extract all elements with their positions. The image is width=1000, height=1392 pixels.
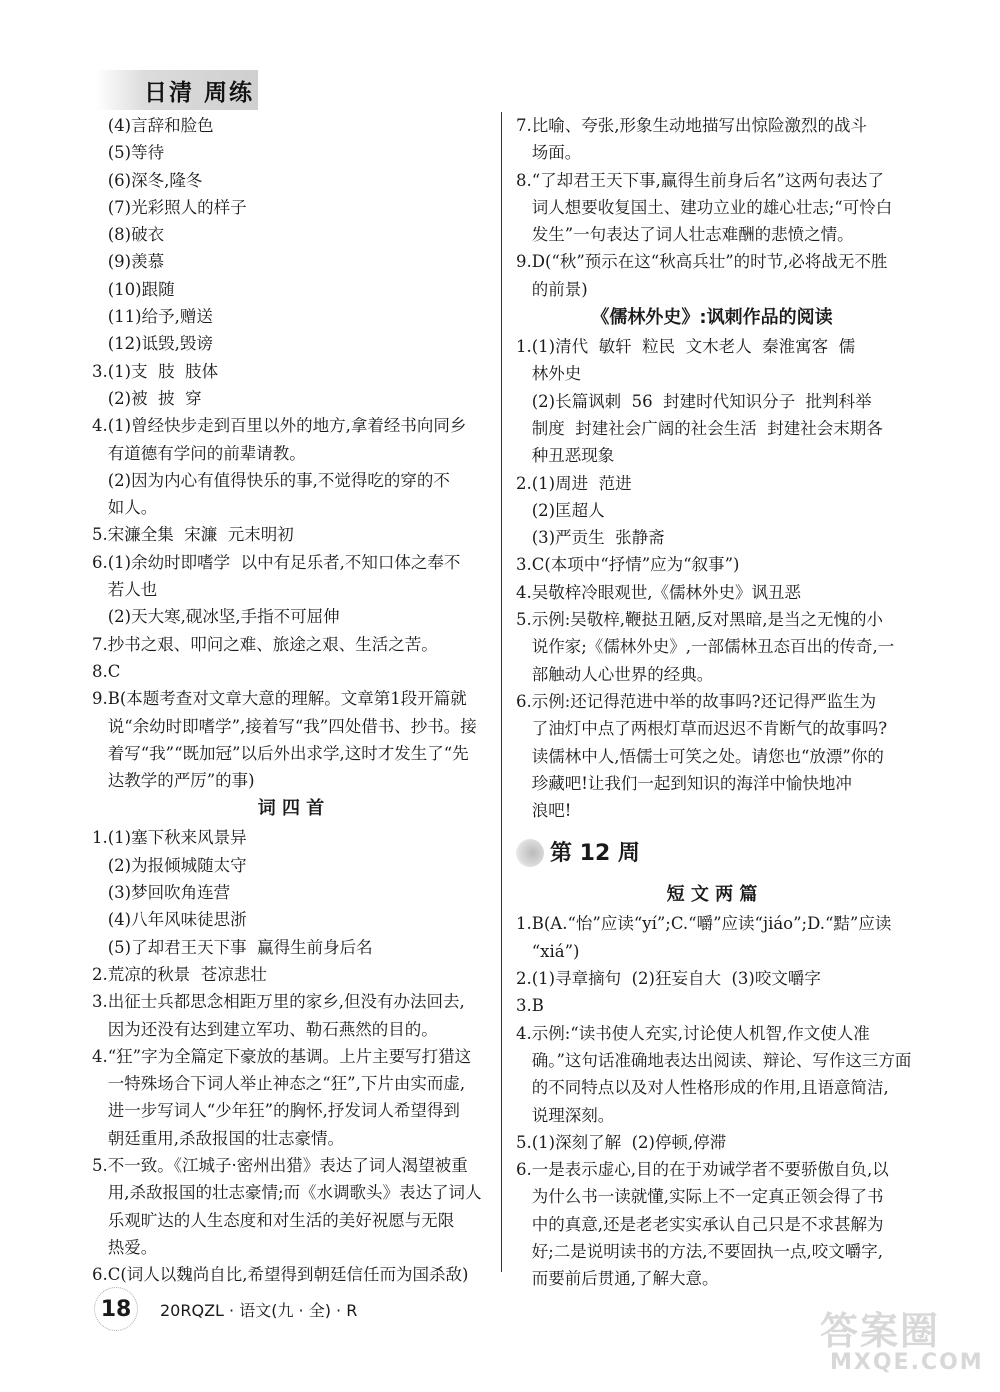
answer-line: 进一步写词人“少年狂”的胸怀,抒发词人希望得到 — [92, 1101, 460, 1121]
answer-line: 的前景) — [516, 279, 588, 299]
answer-line: (2)被 披 穿 — [92, 388, 202, 408]
section-title-ci-si-shou: 词 四 首 — [257, 798, 325, 820]
answer-line: 9.D(“秋”预示在这“秋高兵壮”的时节,必将战无不胜 — [516, 252, 888, 272]
week-marker-icon — [516, 839, 544, 867]
answer-line: 3.C(本项中“抒情”应为“叙事”) — [516, 555, 740, 575]
answer-line: (3)严贡生 张静斋 — [516, 528, 665, 548]
answer-line: 朝廷重用,杀敌报国的壮志豪情。 — [92, 1128, 344, 1148]
answer-line: 6.示例:还记得范进中举的故事吗?还记得严监生为 — [516, 691, 877, 711]
answer-line: 5.宋濂全集 宋濂 元末明初 — [92, 525, 294, 545]
answer-line: (2)为报倾城随太守 — [92, 855, 247, 875]
section-title-rulin-waishi: 《儒林外史》:讽刺作品的阅读 — [591, 307, 833, 329]
answer-line: 乐观旷达的人生态度和对生活的美好祝愿与无限 — [92, 1210, 455, 1230]
answer-line: 2.(1)周进 范进 — [516, 473, 632, 493]
answer-line: (9)羡慕 — [92, 252, 165, 272]
answer-line: (4)言辞和脸色 — [92, 116, 214, 135]
answer-line: 浪吧! — [516, 801, 572, 821]
section-title-duanwen: 短 文 两 篇 — [666, 884, 758, 906]
answer-line: 4.(1)曾经快步走到百里以外的地方,拿着经书向同乡 — [92, 416, 467, 436]
answer-line: 制度 封建社会广阔的社会生活 封建社会末期各 — [516, 418, 883, 438]
answer-line: 若人也 — [92, 580, 158, 600]
answer-line: 珍藏吧!让我们一起到知识的海洋中愉快地冲 — [516, 773, 852, 793]
answer-line: (2)长篇讽刺 56 封建时代知识分子 批判科举 — [516, 391, 872, 411]
answer-line: (6)深冬,隆冬 — [92, 170, 203, 190]
answer-line: 说理深刻。 — [516, 1105, 615, 1125]
answer-line: (4)八年风味徒思浙 — [92, 910, 247, 930]
watermark-main-text: 答案圈 — [820, 1309, 941, 1353]
answer-line: 中的真意,还是老老实实承认自己只是不求甚解为 — [516, 1214, 884, 1234]
answer-line: 1.(1)塞下秋来风景异 — [92, 828, 247, 848]
answer-line: 发生”一句表达了词人壮志难酬的悲愤之情。 — [516, 225, 854, 245]
right-answer-list-2 — [516, 333, 908, 824]
answer-line: (11)给予,赠送 — [92, 307, 213, 327]
footer-book-code: 20RQZL · 语文(九 · 全) · R — [160, 1300, 358, 1320]
answer-line: 2.(1)寻章摘句 (2)狂妄自大 (3)咬文嚼字 — [516, 969, 821, 989]
right-answer-list — [516, 112, 908, 303]
answer-line: 而要前后贯通,了解大意。 — [516, 1269, 719, 1289]
answer-line: 确。”这句话准确地表达出阅读、辩论、写作这三方面 — [516, 1050, 912, 1070]
answer-line: 6.一是表示虚心,目的在于劝诫学者不要骄傲自负,以 — [516, 1160, 889, 1180]
answer-line: 了油灯中点了两根灯草而迟迟不肯断气的故事吗? — [516, 719, 888, 739]
answer-line: 好;二是说明读书的方法,不要固执一点,咬文嚼字, — [516, 1241, 884, 1261]
answer-line: 着写“我”“既加冠”以后外出求学,这时才发生了“先 — [92, 743, 469, 763]
answer-line: 7.抄书之艰、叩问之难、旅途之艰、生活之苦。 — [92, 634, 438, 654]
answer-line: 4.“狂”字为全篇定下豪放的基调。上片主要写打猎这 — [92, 1046, 472, 1066]
header-banner — [96, 70, 258, 110]
answer-line: 3.B — [516, 996, 544, 1016]
column-divider — [501, 112, 502, 1272]
answer-line: 词人想要收复国土、建功立业的雄心壮志;“可怜白 — [516, 197, 893, 217]
answer-line: “xiá”) — [516, 941, 580, 961]
answer-line: 1.B(A.“怡”应读“yí”;C.“嚼”应读“jiáo”;D.“黠”应读 — [516, 914, 892, 934]
page-footer — [94, 1288, 514, 1330]
answer-line: 3.出征士兵都思念相距万里的家乡,但没有办法回去, — [92, 992, 465, 1012]
answer-line: 2.荒凉的秋景 苍凉悲壮 — [92, 964, 267, 984]
answer-line: 1.(1)清代 敏轩 粒民 文木老人 秦淮寓客 儒 — [516, 337, 856, 357]
page-number: 18 — [100, 1296, 132, 1322]
week-title: 第 12 周 — [550, 840, 640, 866]
answer-line: 林外史 — [516, 364, 582, 384]
answer-line: 3.(1)支 肢 肢体 — [92, 361, 219, 381]
answer-line: 说“余幼时即嗜学”,接着写“我”四处借书、抄书。接 — [92, 716, 477, 736]
answer-line: (8)破衣 — [92, 225, 165, 245]
answer-line: 7.比喻、夸张,形象生动地描写出惊险激烈的战斗 — [516, 116, 867, 135]
answer-line: 种丑恶现象 — [516, 446, 615, 466]
answer-line: (2)因为内心有值得快乐的事,不觉得吃的穿的不 — [92, 470, 450, 490]
answer-line: 读儒林中人,悟儒士可笑之处。请您也“放漂”你的 — [516, 746, 884, 766]
answer-line: 达教学的严厉”的事) — [92, 771, 255, 791]
answer-line: 用,杀敌报国的壮志豪情;而《水调歌头》表达了词人 — [92, 1183, 482, 1203]
answer-line: (3)梦回吹角连营 — [92, 883, 231, 903]
answer-line: 因为还没有达到建立军功、勒石燕然的目的。 — [92, 1019, 438, 1039]
answer-line: 部触动人心世界的经典。 — [516, 664, 714, 684]
answer-line: 8.“了却君王天下事,赢得生前身后名”这两句表达了 — [516, 170, 884, 190]
answer-line: 的不同特点以及对人性格形成的作用,且语意简洁, — [516, 1078, 889, 1098]
answer-line: 5.不一致。《江城子·密州出猎》表达了词人渴望被重 — [92, 1155, 468, 1175]
answer-line: 说作家;《儒林外史》,一部儒林丑态百出的传奇,一 — [516, 637, 895, 657]
answer-line: (10)跟随 — [92, 279, 175, 299]
answer-line: (5)等待 — [92, 143, 165, 163]
answer-line: 为什么书一读就懂,实际上不一定真正领会得了书 — [516, 1187, 884, 1207]
right-column — [516, 112, 912, 1293]
answer-line: 9.B(本题考查对文章大意的理解。文章第1段开篇就 — [92, 689, 467, 709]
answer-line: 6.(1)余幼时即嗜学 以中有足乐者,不知口体之奉不 — [92, 552, 461, 572]
answer-line: 如人。 — [92, 498, 158, 518]
right-answer-list-3 — [516, 910, 912, 1292]
answer-line: 一特殊场合下词人举止神态之“狂”,下片由实而虚, — [92, 1074, 466, 1094]
watermark-sub-text: MXQE.COM — [830, 1350, 984, 1375]
week-heading — [516, 830, 908, 876]
header-title: 日清 周练 — [144, 80, 255, 106]
left-answer-list-2 — [92, 824, 490, 1288]
answer-line: (7)光彩照人的样子 — [92, 197, 247, 217]
answer-line: 有道德有学问的前辈请教。 — [92, 443, 306, 463]
answer-line: 热爱。 — [92, 1237, 158, 1257]
answer-line: 场面。 — [516, 143, 582, 163]
left-column — [92, 112, 490, 1288]
answer-line: (2)匡超人 — [516, 500, 605, 520]
answer-line: 8.C — [92, 661, 121, 681]
page-number-badge — [94, 1287, 138, 1331]
answer-line: 5.示例:吴敬梓,鞭挞丑陋,反对黑暗,是当之无愧的小 — [516, 610, 884, 630]
left-answer-list — [92, 112, 490, 794]
answer-line: 6.C(词人以魏尚自比,希望得到朝廷信任而为国杀敌) — [92, 1265, 469, 1285]
watermark-logo — [800, 1300, 984, 1380]
answer-line: 4.吴敬梓冷眼观世,《儒林外史》讽丑恶 — [516, 582, 801, 602]
answer-line: 5.(1)深刻了解 (2)停顿,停滞 — [516, 1132, 727, 1152]
answer-line: (12)诋毁,毁谤 — [92, 334, 213, 354]
answer-line: (2)天大寒,砚冰坚,手指不可屈伸 — [92, 607, 340, 627]
answer-line: (5)了却君王天下事 赢得生前身后名 — [92, 937, 373, 957]
answer-line: 4.示例:“读书使人充实,讨论使人机智,作文使人准 — [516, 1023, 870, 1043]
